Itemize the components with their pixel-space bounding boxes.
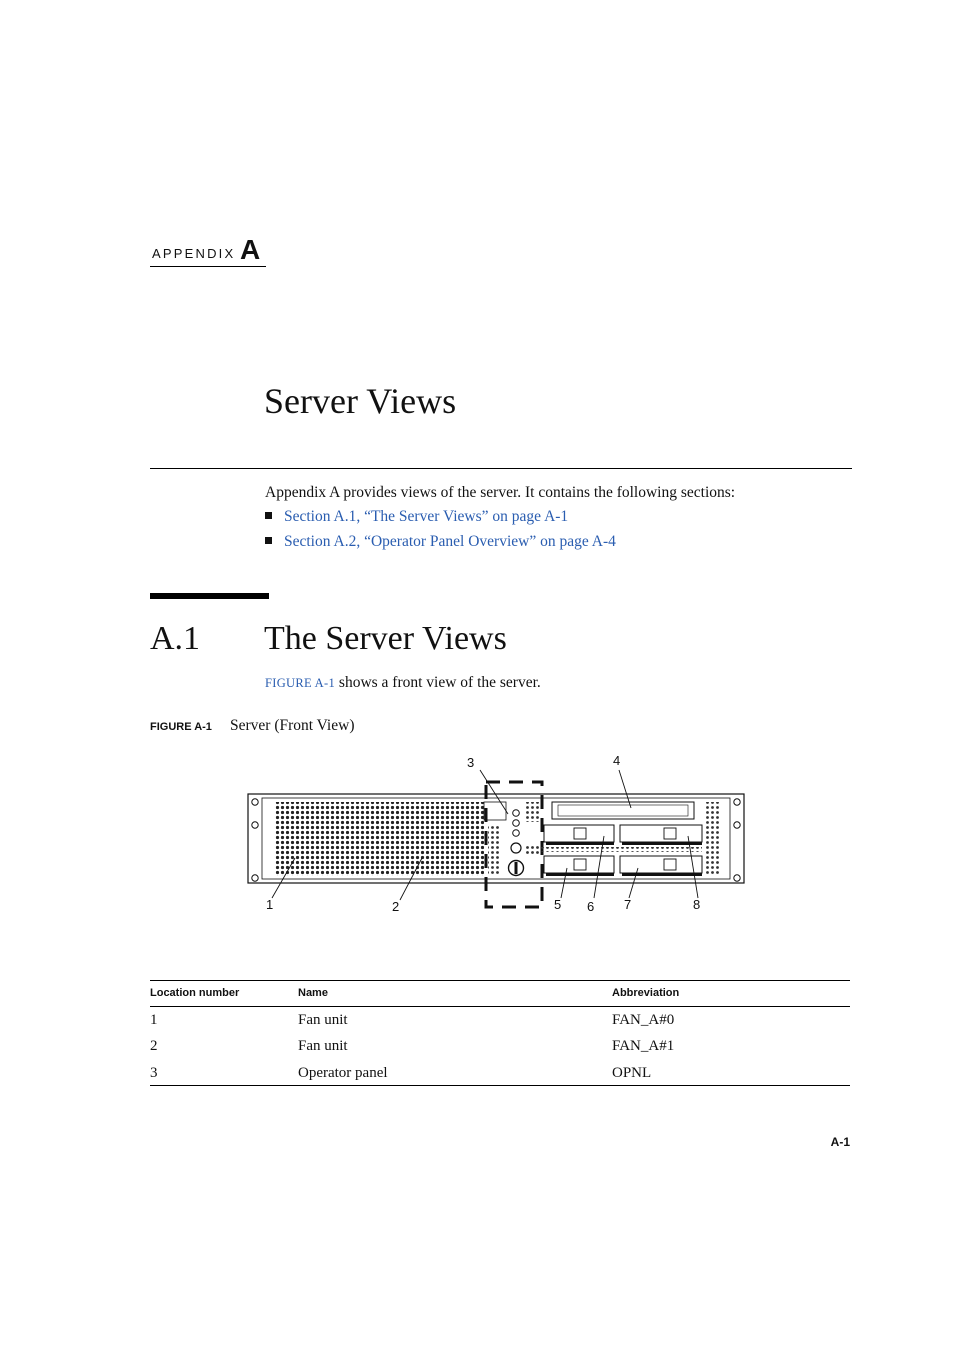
- table-bottom-rule: [150, 1085, 850, 1086]
- figure-caption-label: FIGURE A-1: [150, 721, 212, 733]
- section-bar: [150, 593, 269, 599]
- toc-bullet-item: [265, 533, 616, 551]
- toc-bullet-item: [265, 508, 568, 526]
- toc-link-section-a1[interactable]: Section A.1, “The Server Views” on page A-1: [284, 508, 569, 525]
- intro-paragraph: Appendix A provides views of the server. It contains the following sections:: [265, 484, 736, 501]
- cd-dvd-drive: [552, 802, 694, 819]
- callout-7: 7: [624, 897, 632, 912]
- table-top-rule: [150, 980, 850, 981]
- server-front-view-diagram: [240, 750, 750, 920]
- table-header-name: Name: [298, 987, 328, 999]
- hdd-slot-0: [544, 825, 614, 845]
- mode-switch-key-icon: [515, 862, 518, 874]
- callout-2: 2: [392, 899, 400, 914]
- table-cell-name: Operator panel: [298, 1065, 388, 1081]
- callout-8: 8: [693, 897, 701, 912]
- figure-reference-link[interactable]: FIGURE A-1: [265, 676, 336, 690]
- drive-bay-vent: [526, 802, 540, 822]
- section-number: A.1: [150, 620, 201, 657]
- table-cell-location: 1: [150, 1012, 158, 1028]
- hdd-slot-1: [620, 825, 702, 845]
- callout-3: 3: [467, 755, 475, 770]
- side-vent: [488, 824, 500, 876]
- hdd-slot-3: [620, 856, 702, 876]
- table-cell-abbreviation: FAN_A#0: [612, 1012, 675, 1028]
- table-cell-abbreviation: OPNL: [612, 1065, 652, 1081]
- toc-link-section-a2[interactable]: Section A.2, “Operator Panel Overview” on page A-4: [284, 533, 616, 550]
- table-header-abbreviation: Abbreviation: [612, 987, 680, 999]
- appendix-letter: A: [240, 234, 261, 265]
- drive-bay-vent: [526, 846, 540, 854]
- chapter-title: Server Views: [264, 381, 457, 421]
- table-cell-name: Fan unit: [298, 1038, 348, 1054]
- table-header-rule: [150, 1006, 850, 1007]
- table-cell-abbreviation: FAN_A#1: [612, 1038, 675, 1054]
- bullet-square-icon: [265, 537, 272, 544]
- table-cell-location: 3: [150, 1065, 158, 1081]
- section-title: The Server Views: [264, 620, 507, 657]
- appendix-underline: [150, 266, 266, 267]
- drive-divider-vent: [540, 847, 702, 852]
- page-number: A-1: [830, 1135, 850, 1149]
- appendix-label: APPENDIX: [152, 246, 236, 261]
- figure-caption-text: Server (Front View): [230, 717, 355, 734]
- table-header-location: Location number: [150, 987, 240, 999]
- figure-reference-text: shows a front view of the server.: [335, 674, 541, 691]
- callout-4: 4: [613, 753, 621, 768]
- table-cell-name: Fan unit: [298, 1012, 348, 1028]
- callout-5: 5: [554, 897, 562, 912]
- fan-unit-1-grille: [380, 802, 484, 876]
- figure-reference-paragraph: [265, 674, 541, 692]
- drive-bay-vent: [706, 802, 720, 874]
- callout-1: 1: [266, 897, 274, 912]
- table-cell-location: 2: [150, 1038, 158, 1054]
- callout-6: 6: [587, 899, 595, 914]
- bullet-square-icon: [265, 512, 272, 519]
- chapter-divider: [150, 468, 852, 469]
- hdd-slot-2: [544, 856, 614, 876]
